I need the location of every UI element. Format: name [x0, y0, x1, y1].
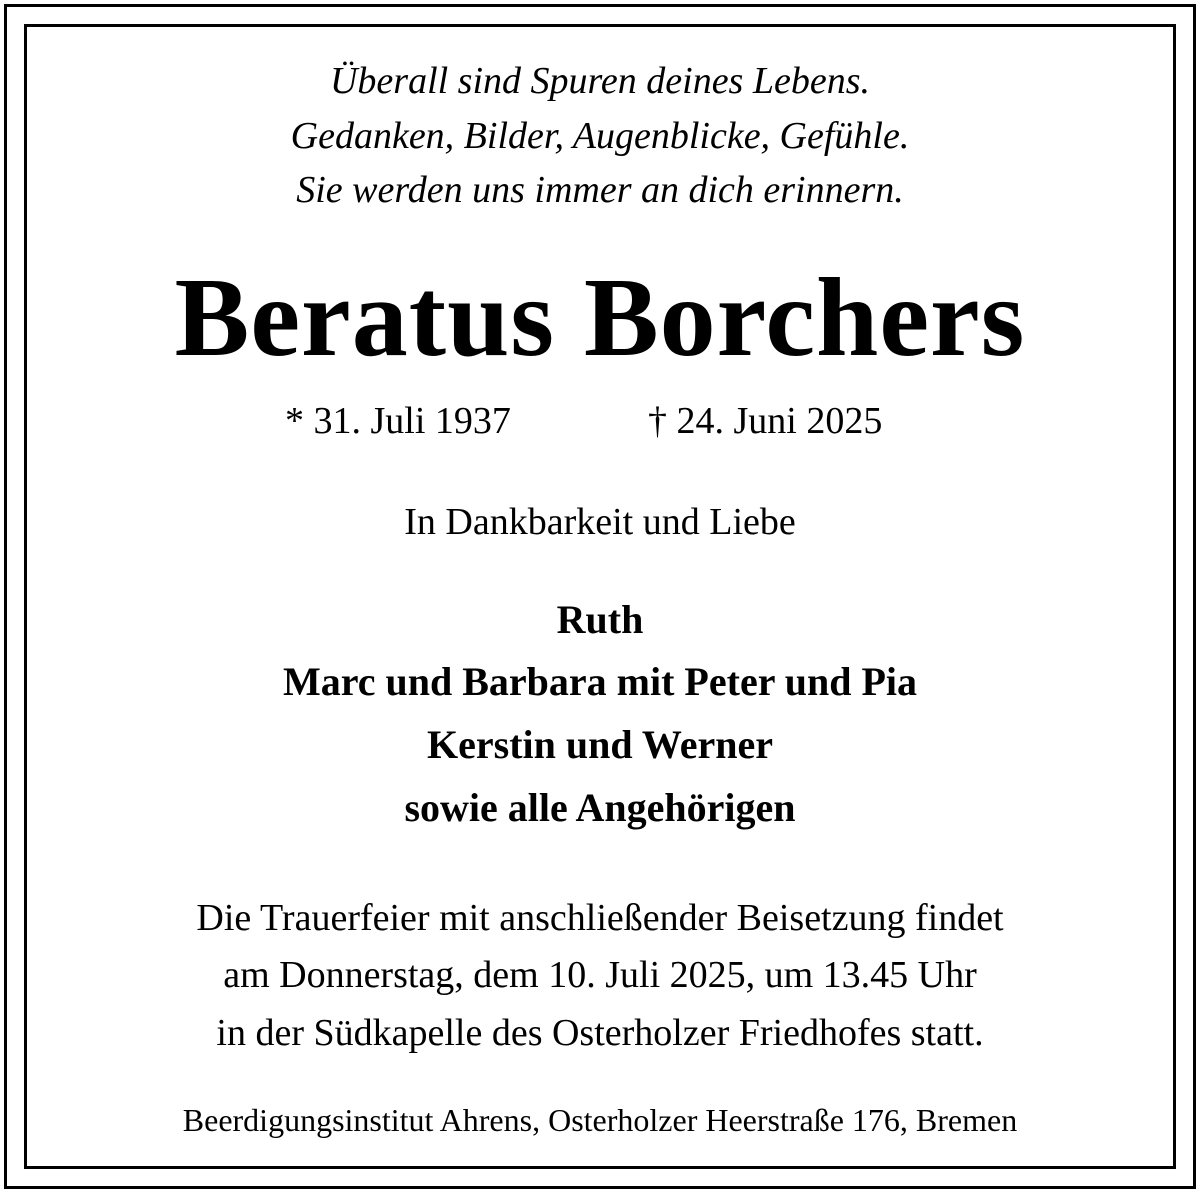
deceased-name: Beratus Borchers [174, 256, 1026, 380]
service-line-3: in der Südkapelle des Osterholzer Friedhofes statt. [216, 1012, 984, 1054]
mourner-line: Kerstin und Werner [427, 722, 773, 767]
mourner-line: Ruth [556, 597, 644, 642]
birth-date: * 31. Juli 1937 [285, 400, 511, 442]
poem-line-2: Gedanken, Bilder, Augenblicke, Gefühle. [290, 115, 910, 157]
death-date: † 24. Juni 2025 [648, 400, 883, 442]
mourner-line: Marc und Barbara mit Peter und Pia [282, 659, 918, 704]
poem-line-3: Sie werden uns immer an dich erinnern. [296, 169, 904, 211]
service-line-2: am Donnerstag, dem 10. Juli 2025, um 13.45 Uhr [223, 954, 977, 996]
poem-line-1: Überall sind Spuren deines Lebens. [329, 60, 871, 102]
service-line-1: Die Trauerfeier mit anschließender Beisetzung findet [196, 897, 1004, 939]
dedication-text: In Dankbarkeit und Liebe [404, 501, 796, 543]
funeral-home-info: Beerdigungsinstitut Ahrens, Osterholzer Heerstraße 176, Bremen [182, 1102, 1018, 1138]
mourner-line: sowie alle Angehörigen [404, 785, 796, 830]
